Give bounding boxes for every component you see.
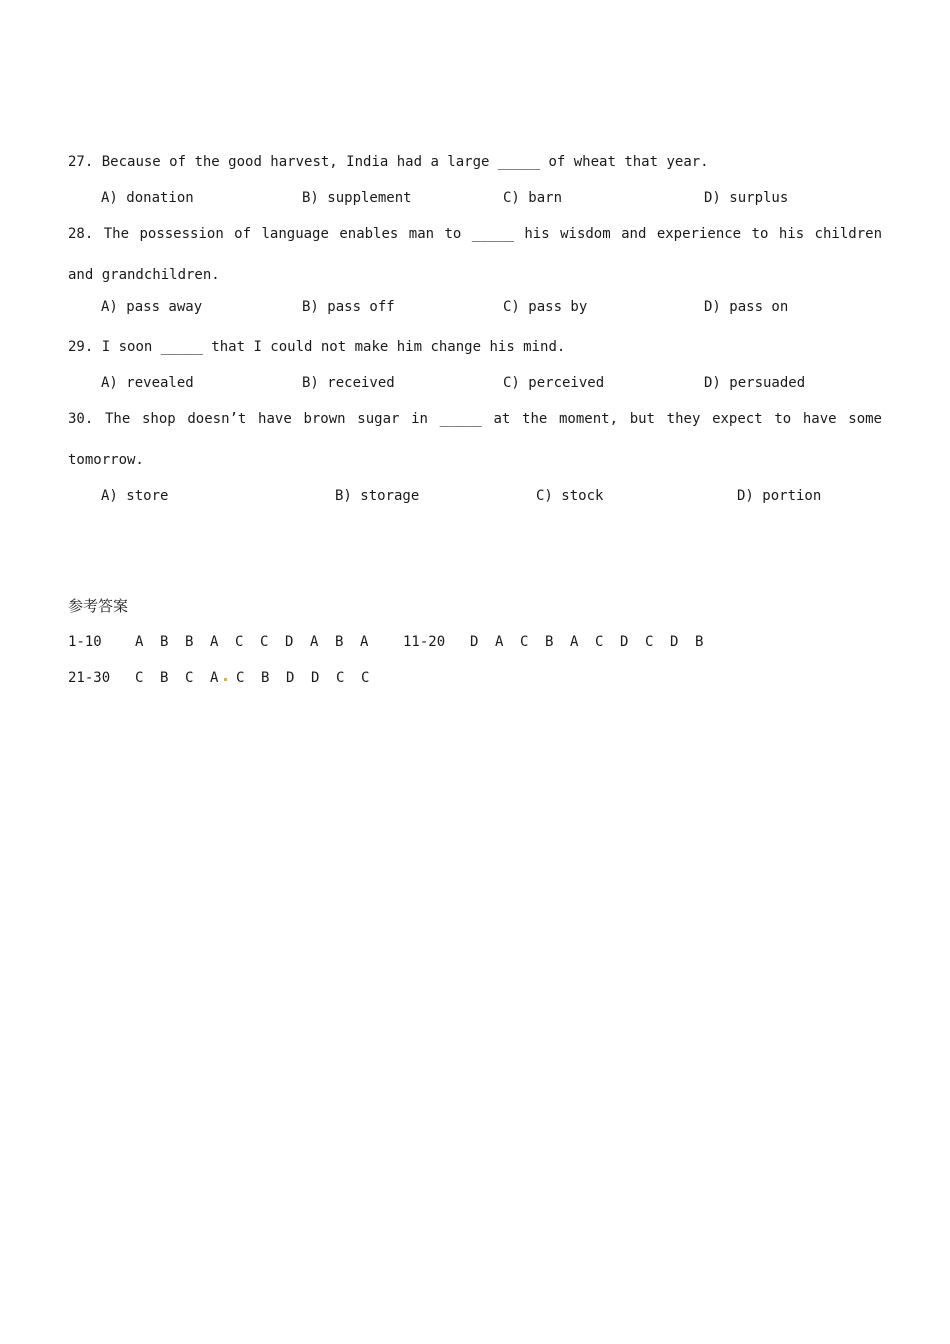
answer-letter: D [286,670,295,686]
answer-letter: C [260,634,269,650]
answer-letter: D [670,634,679,650]
answer-letter: A [495,634,504,650]
answer-range: 1-10 [68,634,102,650]
answer-letter: A [135,634,144,650]
question-29 [68,327,882,368]
option-c: C) perceived [503,375,605,391]
answer-letter: C [595,634,604,650]
question-text: Because of the good harvest, India had a large _____ of wheat that year. [101,154,709,170]
option-b: B) supplement [302,190,412,206]
question-number: 29. [68,339,94,355]
answer-range: 11-20 [403,634,446,650]
question-text: I soon _____ that I could not make him change his mind. [101,339,566,355]
option-d: D) surplus [704,190,789,206]
option-c: C) pass by [503,299,588,315]
answer-letter: D [285,634,294,650]
option-a: A) donation [101,190,194,206]
answer-letter: D [470,634,479,650]
answer-letter: B [545,634,554,650]
option-b: B) storage [335,488,420,504]
question-30 [68,399,882,481]
question-text: The shop doesn’t have brown sugar in _____ at the moment, but they expect to have some tomorrow. [68,411,882,468]
answer-letter: A [570,634,579,650]
option-b: B) pass off [302,299,395,315]
answer-letter: C [520,634,529,650]
answer-letter: D [311,670,320,686]
option-d: D) pass on [704,299,789,315]
answer-letter: A [360,634,369,650]
option-d: D) persuaded [704,375,806,391]
answer-letter: A [210,634,219,650]
question-number: 27. [68,154,94,170]
answer-range: 21-30 [68,670,111,686]
question-28 [68,214,882,296]
option-a: A) store [101,488,169,504]
option-c: C) barn [503,190,563,206]
answer-letter: C [236,670,245,686]
answer-letter: D [620,634,629,650]
question-number: 28. [68,226,94,242]
answer-letter: B [695,634,704,650]
answer-letter: C [645,634,654,650]
answer-letter: B [160,670,169,686]
answer-letter: B [261,670,270,686]
answer-letter: C [235,634,244,650]
answer-letter: C [135,670,144,686]
question-text: The possession of language enables man to _____ his wisdom and experience to his children and grandchildren. [68,226,882,283]
answer-letter: A [210,670,219,686]
answer-letter: A [310,634,319,650]
answer-letter: B [160,634,169,650]
option-a: A) pass away [101,299,203,315]
option-d: D) portion [737,488,822,504]
option-a: A) revealed [101,375,194,391]
answer-key-title: 参考答案 [68,597,129,615]
answer-letter: B [335,634,344,650]
answer-letter: C [336,670,345,686]
question-27 [68,142,882,183]
answer-letter: C [361,670,370,686]
answer-letter: C [185,670,194,686]
option-b: B) received [302,375,395,391]
question-number: 30. [68,411,94,427]
option-c: C) stock [536,488,604,504]
answer-letter: B [185,634,194,650]
marker-dot [224,678,227,681]
